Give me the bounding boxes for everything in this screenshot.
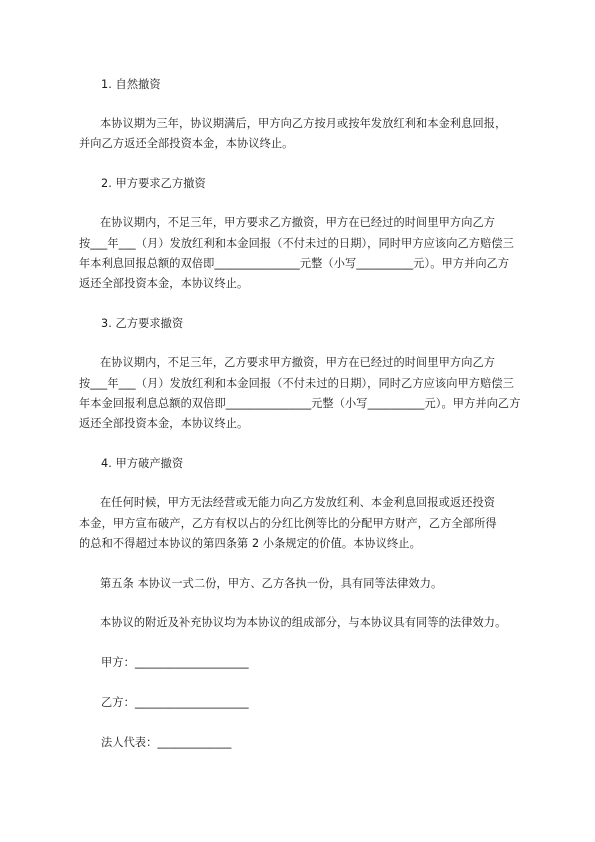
section-3-heading: 3. 乙方要求撤资 [101, 317, 184, 330]
section-3-line-2: 按___年___（月）发放红利和本金回报（不付未过的日期），同时乙方应该向甲方赔偿三 [79, 377, 514, 390]
section-2-line-1: 在协议期内，不足三年，甲方要求乙方撤资，甲方在已经过的时间里甲方向乙方 [100, 216, 496, 229]
section-2-line-3: 年本利息回报总额的双倍即_______________元整（小写__________元）。甲方并向乙方 [79, 257, 510, 270]
section-2-line-4: 返还全部投资本金，本协议终止。 [79, 277, 249, 290]
article-5-clause: 第五条 本协议一式二份，甲方、乙方各执一份，具有同等法律效力。 [100, 577, 443, 590]
party-b-signature-line: 乙方：____________________ [101, 696, 249, 709]
section-3-line-3: 年本金回报利息总额的双倍即_______________元整（小写__________元）。甲方并向乙方 [79, 397, 521, 410]
section-1-line-2: 并向乙方返还全部投资本金，本协议终止。 [79, 137, 294, 150]
section-4-line-2: 本金，甲方宣布破产，乙方有权以占的分红比例等比的分配甲方财产，乙方全部所得 [79, 517, 497, 530]
section-1-heading: 1. 自然撤资 [101, 78, 161, 91]
section-2-heading: 2. 甲方要求乙方撤资 [101, 177, 206, 190]
section-4-line-3: 的总和不得超过本协议的第四条第 2 小条规定的价值。本协议终止。 [79, 537, 421, 550]
section-4-heading: 4. 甲方破产撤资 [101, 457, 184, 470]
section-1-line-1: 本协议期为三年，协议期满后，甲方向乙方按月或按年发放红利和本金利息回报， [100, 117, 507, 130]
attachment-clause: 本协议的附近及补充协议均为本协议的组成部分，与本协议具有同等的法律效力。 [100, 616, 507, 629]
legal-rep-signature-line: 法人代表：_____________ [101, 736, 232, 749]
section-3-line-4: 返还全部投资本金，本协议终止。 [79, 417, 249, 430]
section-4-line-1: 在任何时候，甲方无法经营或无能力向乙方发放红利、本金利息回报或返还投资 [100, 496, 496, 509]
section-3-line-1: 在协议期内，不足三年，乙方要求甲方撤资，甲方在已经过的时间里甲方向乙方 [100, 356, 496, 369]
party-a-signature-line: 甲方：____________________ [101, 656, 249, 669]
section-2-line-2: 按___年___（月）发放红利和本金回报（不付未过的日期），同时甲方应该向乙方赔偿三 [79, 237, 514, 250]
